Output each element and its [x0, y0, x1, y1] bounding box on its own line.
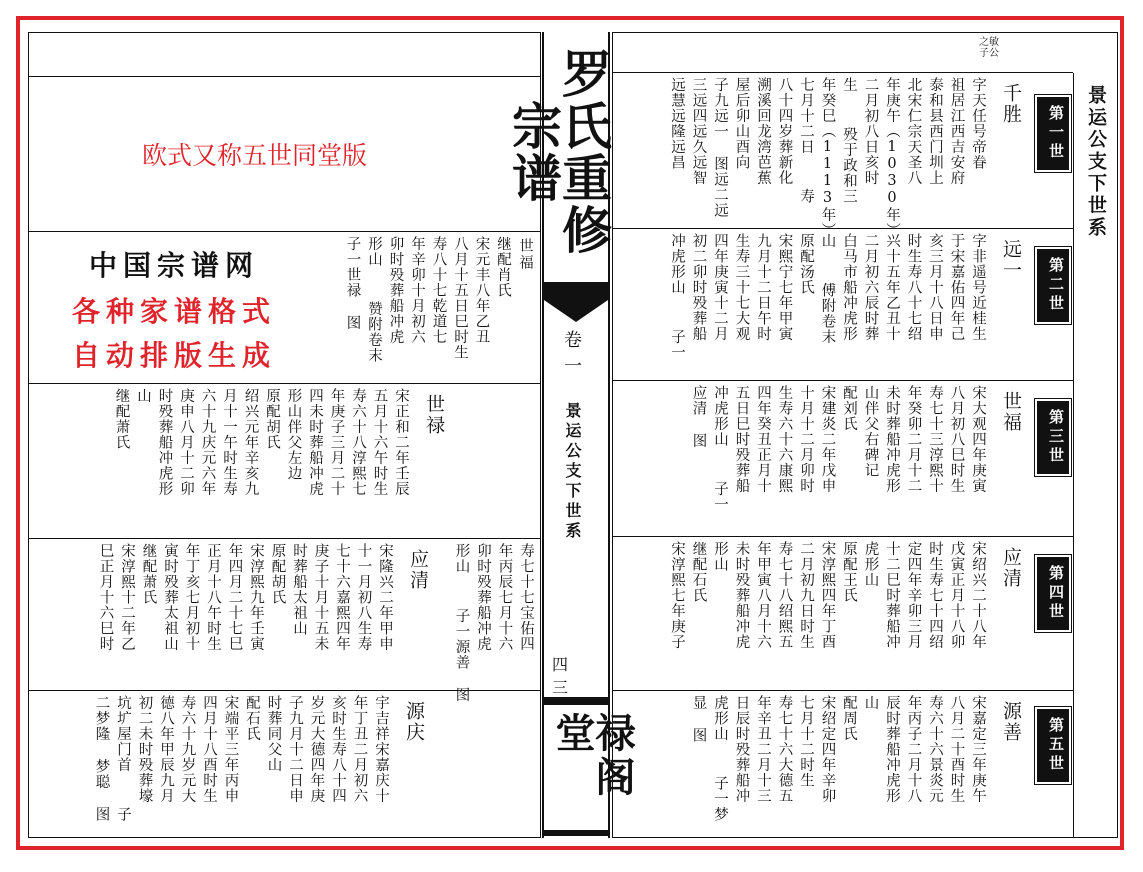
gen-row-1 — [613, 73, 1073, 238]
text-column: 配刘氏 — [841, 385, 857, 432]
text-column: 年庚午（1030年） — [884, 77, 900, 238]
text-column: 坑圹屋门首 子 — [115, 695, 131, 822]
left-page — [28, 32, 541, 838]
text-column: 年庚子三月二十 — [328, 388, 345, 497]
gen-row-4 — [613, 537, 1073, 691]
text-column: 年丙辰七月十六 — [496, 543, 513, 652]
spine-hall-band — [544, 697, 608, 705]
text-column: 未时葬船冲虎形 — [884, 385, 900, 494]
text-column: 原配汤氏 — [798, 233, 814, 295]
text-column: 亥时生寿八十四 — [330, 695, 346, 804]
text-column: 二月初九日时生 — [798, 541, 814, 650]
text-column: 辰时葬船冲虎形 — [884, 695, 900, 804]
left-row-2 — [29, 232, 540, 384]
text-column: 显 图 — [690, 695, 707, 743]
text-column: 寿七十三淳熙十 — [927, 385, 943, 494]
text-column: 应清 图 — [690, 385, 707, 449]
entry-name: 世福 — [1000, 391, 1022, 433]
text-column: 四未时葬船冲虎 — [307, 388, 323, 497]
generation-entry — [666, 77, 1026, 238]
spine-bottom-band — [544, 830, 608, 836]
text-column: 子九月十二日申 — [287, 695, 303, 804]
gen-row-5 — [613, 691, 1073, 837]
text-column: 二梦隆 梦聪 图 — [93, 695, 110, 822]
entry-name: 应清 — [407, 549, 429, 591]
text-column: 时生寿七十四绍 — [927, 541, 943, 650]
text-column: 二月初六辰时葬 — [862, 233, 879, 342]
text-column: 继配萧氏 — [140, 543, 157, 605]
text-column: 虎形山 — [862, 541, 879, 588]
text-column: 十一月初八生寿 — [355, 543, 372, 652]
right-header-strip — [613, 33, 1073, 73]
text-column: 山 — [135, 388, 151, 404]
generation-entry — [666, 541, 1026, 687]
spine-page-nums: 四三 — [552, 655, 583, 697]
advert-line-1: 各种家谱格式 — [71, 295, 276, 328]
entry-yingqing — [94, 543, 432, 687]
text-column: 庚申八月十二卯 — [178, 388, 194, 497]
text-column: 继配萧氏 — [113, 388, 130, 450]
text-column: 宋淳熙七年庚子 — [669, 541, 685, 650]
text-column: 宋淳熙九年壬寅 — [248, 543, 264, 652]
text-column: 年丙子二月十八 — [905, 695, 922, 804]
text-column: 庚子十月十五未 — [312, 543, 329, 652]
text-column: 四月十八酉时生 — [201, 695, 217, 804]
text-column: 时葬同父山 — [265, 695, 282, 773]
text-column: 四年庚寅十二月 — [712, 233, 728, 342]
entry-name: 千胜 — [1000, 83, 1022, 125]
text-column: 年丁丑二月初六 — [351, 695, 368, 804]
text-column: 宋绍兴二十八年 — [970, 541, 986, 650]
gen-row-2 — [613, 229, 1073, 381]
text-column: 绍兴元年辛亥九 — [242, 388, 259, 497]
text-column: 形山 子一源善 图 — [453, 543, 470, 703]
text-column: 宋大观四年庚寅 — [970, 385, 986, 494]
text-column: 宋淳熙四年丁酉 — [819, 541, 836, 650]
text-column: 宋淳熙十二年乙 — [119, 543, 135, 652]
text-column: 寅时殁葬太祖山 — [162, 543, 178, 652]
generation-entry — [687, 695, 1025, 835]
entry-continued — [341, 236, 536, 380]
left-row-4 — [29, 539, 540, 703]
text-column: 七月十二日 寿 — [798, 77, 814, 204]
text-column: 子九远一 图远二远 — [712, 77, 728, 218]
text-column: 配石氏 — [244, 695, 260, 742]
text-column: 初二未时殁葬壕 — [136, 695, 153, 804]
spine-fishtail-notch — [544, 300, 608, 322]
generation-entry — [687, 385, 1025, 533]
text-column: 寿七十七宝佑四 — [518, 543, 534, 652]
text-column: 宋端平三年丙申 — [222, 695, 239, 804]
text-column: 冲虎形山 子一 — [669, 233, 685, 360]
text-column: 屋后卯山酉向 — [733, 77, 750, 170]
text-column: 卯时殁葬船冲虎 — [387, 236, 404, 345]
text-column: 四年癸丑正月十 — [755, 385, 771, 494]
text-column: 祖居江西吉安府 — [948, 77, 965, 186]
side-title: 景运公支下世系 — [1085, 85, 1107, 239]
text-column: 山伴父右碑记 — [862, 385, 879, 478]
text-column: 年辛卯十月初六 — [409, 236, 425, 345]
advert-line-2: 自动排版生成 — [71, 339, 276, 372]
text-column: 宋隆兴二年甲申 — [377, 543, 393, 652]
text-column: 原配胡氏 — [264, 388, 280, 450]
text-column: 八十四岁葬新化 — [776, 77, 793, 186]
text-column: 年辛丑二月十三 — [755, 695, 771, 804]
advert-site: 中国宗谱网 — [88, 249, 259, 282]
text-column: 年四月二十七巳 — [226, 543, 243, 652]
text-column: 九月十二日午时 — [755, 233, 771, 342]
text-column: 生 殁于政和三 — [841, 77, 857, 204]
text-column: 初二卯时殁葬船 — [690, 233, 707, 342]
text-column: 形山 — [712, 541, 728, 572]
text-column: 寿六十六景炎元 — [927, 695, 943, 804]
text-column: 二月初八日亥时 — [862, 77, 879, 186]
entry-name: 世禄 — [423, 394, 445, 436]
left-row-5 — [29, 691, 540, 837]
text-column: 年甲寅八月十六 — [755, 541, 771, 650]
text-column: 北宋仁宗天圣八 — [905, 77, 922, 186]
entry-name: 应清 — [1000, 547, 1022, 589]
text-column: 寿七十六大德五 — [776, 695, 793, 804]
generation-badge: 第一世 — [1037, 97, 1069, 170]
text-column: 八月初八巳时生 — [948, 385, 965, 494]
text-column: 兴十五年乙丑十 — [884, 233, 900, 342]
text-column: 宋建炎二年戊申 — [819, 385, 836, 494]
generation-badge: 第二世 — [1037, 249, 1069, 322]
text-column: 寿八十七乾道七 — [430, 236, 447, 345]
text-column: 继配石氏 — [690, 541, 707, 603]
side-title-column — [1073, 73, 1119, 837]
text-column: 原配胡氏 — [269, 543, 286, 605]
text-column: 正月十八午时生 — [205, 543, 221, 652]
spine-section: 景运公支下世系 — [563, 402, 582, 542]
text-column: 生寿三十七大观 — [733, 233, 750, 342]
right-page — [612, 32, 1118, 838]
generation-badge: 第四世 — [1037, 557, 1069, 630]
text-column: 德八年甲辰九月 — [158, 695, 174, 804]
text-column: 虎形山 子一梦 — [712, 695, 728, 822]
text-column: 溯溪回龙湾芭蕉 — [755, 77, 771, 186]
text-column: 六十九庆元六年 — [199, 388, 216, 497]
text-column: 宋正和二年壬辰 — [393, 388, 409, 497]
text-column: 时葬船太祖山 — [291, 543, 307, 636]
text-column: 于宋嘉佑四年己 — [948, 233, 965, 342]
text-column: 十月十二月卯时 — [798, 385, 814, 494]
text-column: 宋嘉定三年庚午 — [970, 695, 986, 804]
left-header-strip — [29, 33, 540, 77]
text-column: 五日巳时殁葬船 — [733, 385, 750, 494]
text-column: 时殁葬船冲虎形 — [156, 388, 173, 497]
text-column: 卯时殁葬船冲虎 — [475, 543, 491, 652]
text-column: 宋绍定四年辛卯 — [819, 695, 836, 804]
text-column: 寿六十八淳熙七 — [350, 388, 366, 497]
text-column: 形山伴父左边 — [285, 388, 302, 481]
text-column: 十二巳时葬船冲 — [884, 541, 900, 650]
text-column: 字天任号帝眷 — [970, 77, 986, 170]
text-column: 山 傅附卷末 — [819, 233, 836, 345]
text-column: 宋熙宁七年甲寅 — [776, 233, 793, 342]
text-column: 泰和县西门圳上 — [927, 77, 943, 186]
text-column: 寿六十九岁元大 — [179, 695, 196, 804]
generation-badge: 第三世 — [1037, 401, 1069, 474]
entry-yuanqing — [90, 695, 428, 835]
text-column: 七十六嘉熙四年 — [334, 543, 350, 652]
advert-red-text: 欧式又称五世同堂版 — [141, 141, 367, 170]
text-column: 八月十五日巳时生 — [452, 236, 468, 360]
text-column: 月十一午时生寿 — [221, 388, 237, 497]
entry-name: 世福 — [517, 238, 533, 271]
entry-shilu — [110, 388, 448, 536]
text-column: 五月十六午时生 — [371, 388, 388, 497]
text-column: 形山 赞附卷末 — [366, 236, 382, 363]
header-note: 之敏子公 — [979, 37, 999, 59]
text-column: 年丁亥七月初十 — [183, 543, 200, 652]
spine-title: 罗氏重修宗谱 — [504, 48, 613, 256]
text-column: 岁元大德四年庚 — [308, 695, 325, 804]
text-column: 定四年辛卯三月 — [905, 541, 922, 650]
text-column: 巳正月十六巳时 — [97, 543, 114, 652]
text-column: 未时殁葬船冲虎 — [733, 541, 750, 650]
text-column: 八月二十酉时生 — [948, 695, 965, 804]
text-column: 冲虎形山 子一 — [712, 385, 728, 512]
left-row-3 — [29, 384, 540, 539]
text-column: 日辰时殁葬船冲 — [733, 695, 750, 804]
text-column: 时生寿八十七绍 — [905, 233, 922, 342]
text-column: 子一世禄 图 — [344, 236, 361, 331]
spine-hall: 禄阁堂 — [549, 712, 636, 800]
text-column: 三远四远久远智 — [690, 77, 707, 186]
spine-volume: 卷一 — [561, 330, 582, 382]
text-column: 宋元丰八年乙丑 — [473, 236, 490, 345]
text-column: 寿七十八绍熙五 — [776, 541, 793, 650]
text-column: 字非遥号近桂生 — [970, 233, 986, 342]
generation-entry — [666, 233, 1026, 377]
text-column: 远慧远隆远昌 — [669, 77, 685, 170]
entry-name: 源庆 — [403, 701, 425, 743]
entry-right-cont — [450, 543, 536, 703]
entry-name: 源善 — [1000, 701, 1022, 743]
text-column: 山 — [862, 695, 879, 711]
gen-row-3 — [613, 381, 1073, 537]
advert-red-cell — [29, 77, 540, 232]
generation-badge: 第五世 — [1037, 709, 1069, 782]
text-column: 年癸巳（1113年） — [819, 77, 836, 238]
text-column: 戊寅正月十八卯 — [948, 541, 965, 650]
text-column: 七月十二时生 — [798, 695, 814, 788]
text-column: 年癸卯二月十二 — [905, 385, 922, 494]
entry-name: 远一 — [1000, 239, 1022, 281]
text-column: 配周氏 — [841, 695, 857, 742]
text-column: 亥三月十八日申 — [927, 233, 943, 342]
text-column: 生寿六十六康熙 — [776, 385, 793, 494]
text-column: 原配王氏 — [841, 541, 857, 603]
advert-block — [49, 244, 299, 374]
text-column: 宇吉祥宋嘉庆十 — [373, 695, 389, 804]
text-column: 白马市船冲虎形 — [841, 233, 857, 342]
page-frame — [16, 16, 1124, 850]
text-column: 继配肖氏 — [495, 236, 511, 298]
